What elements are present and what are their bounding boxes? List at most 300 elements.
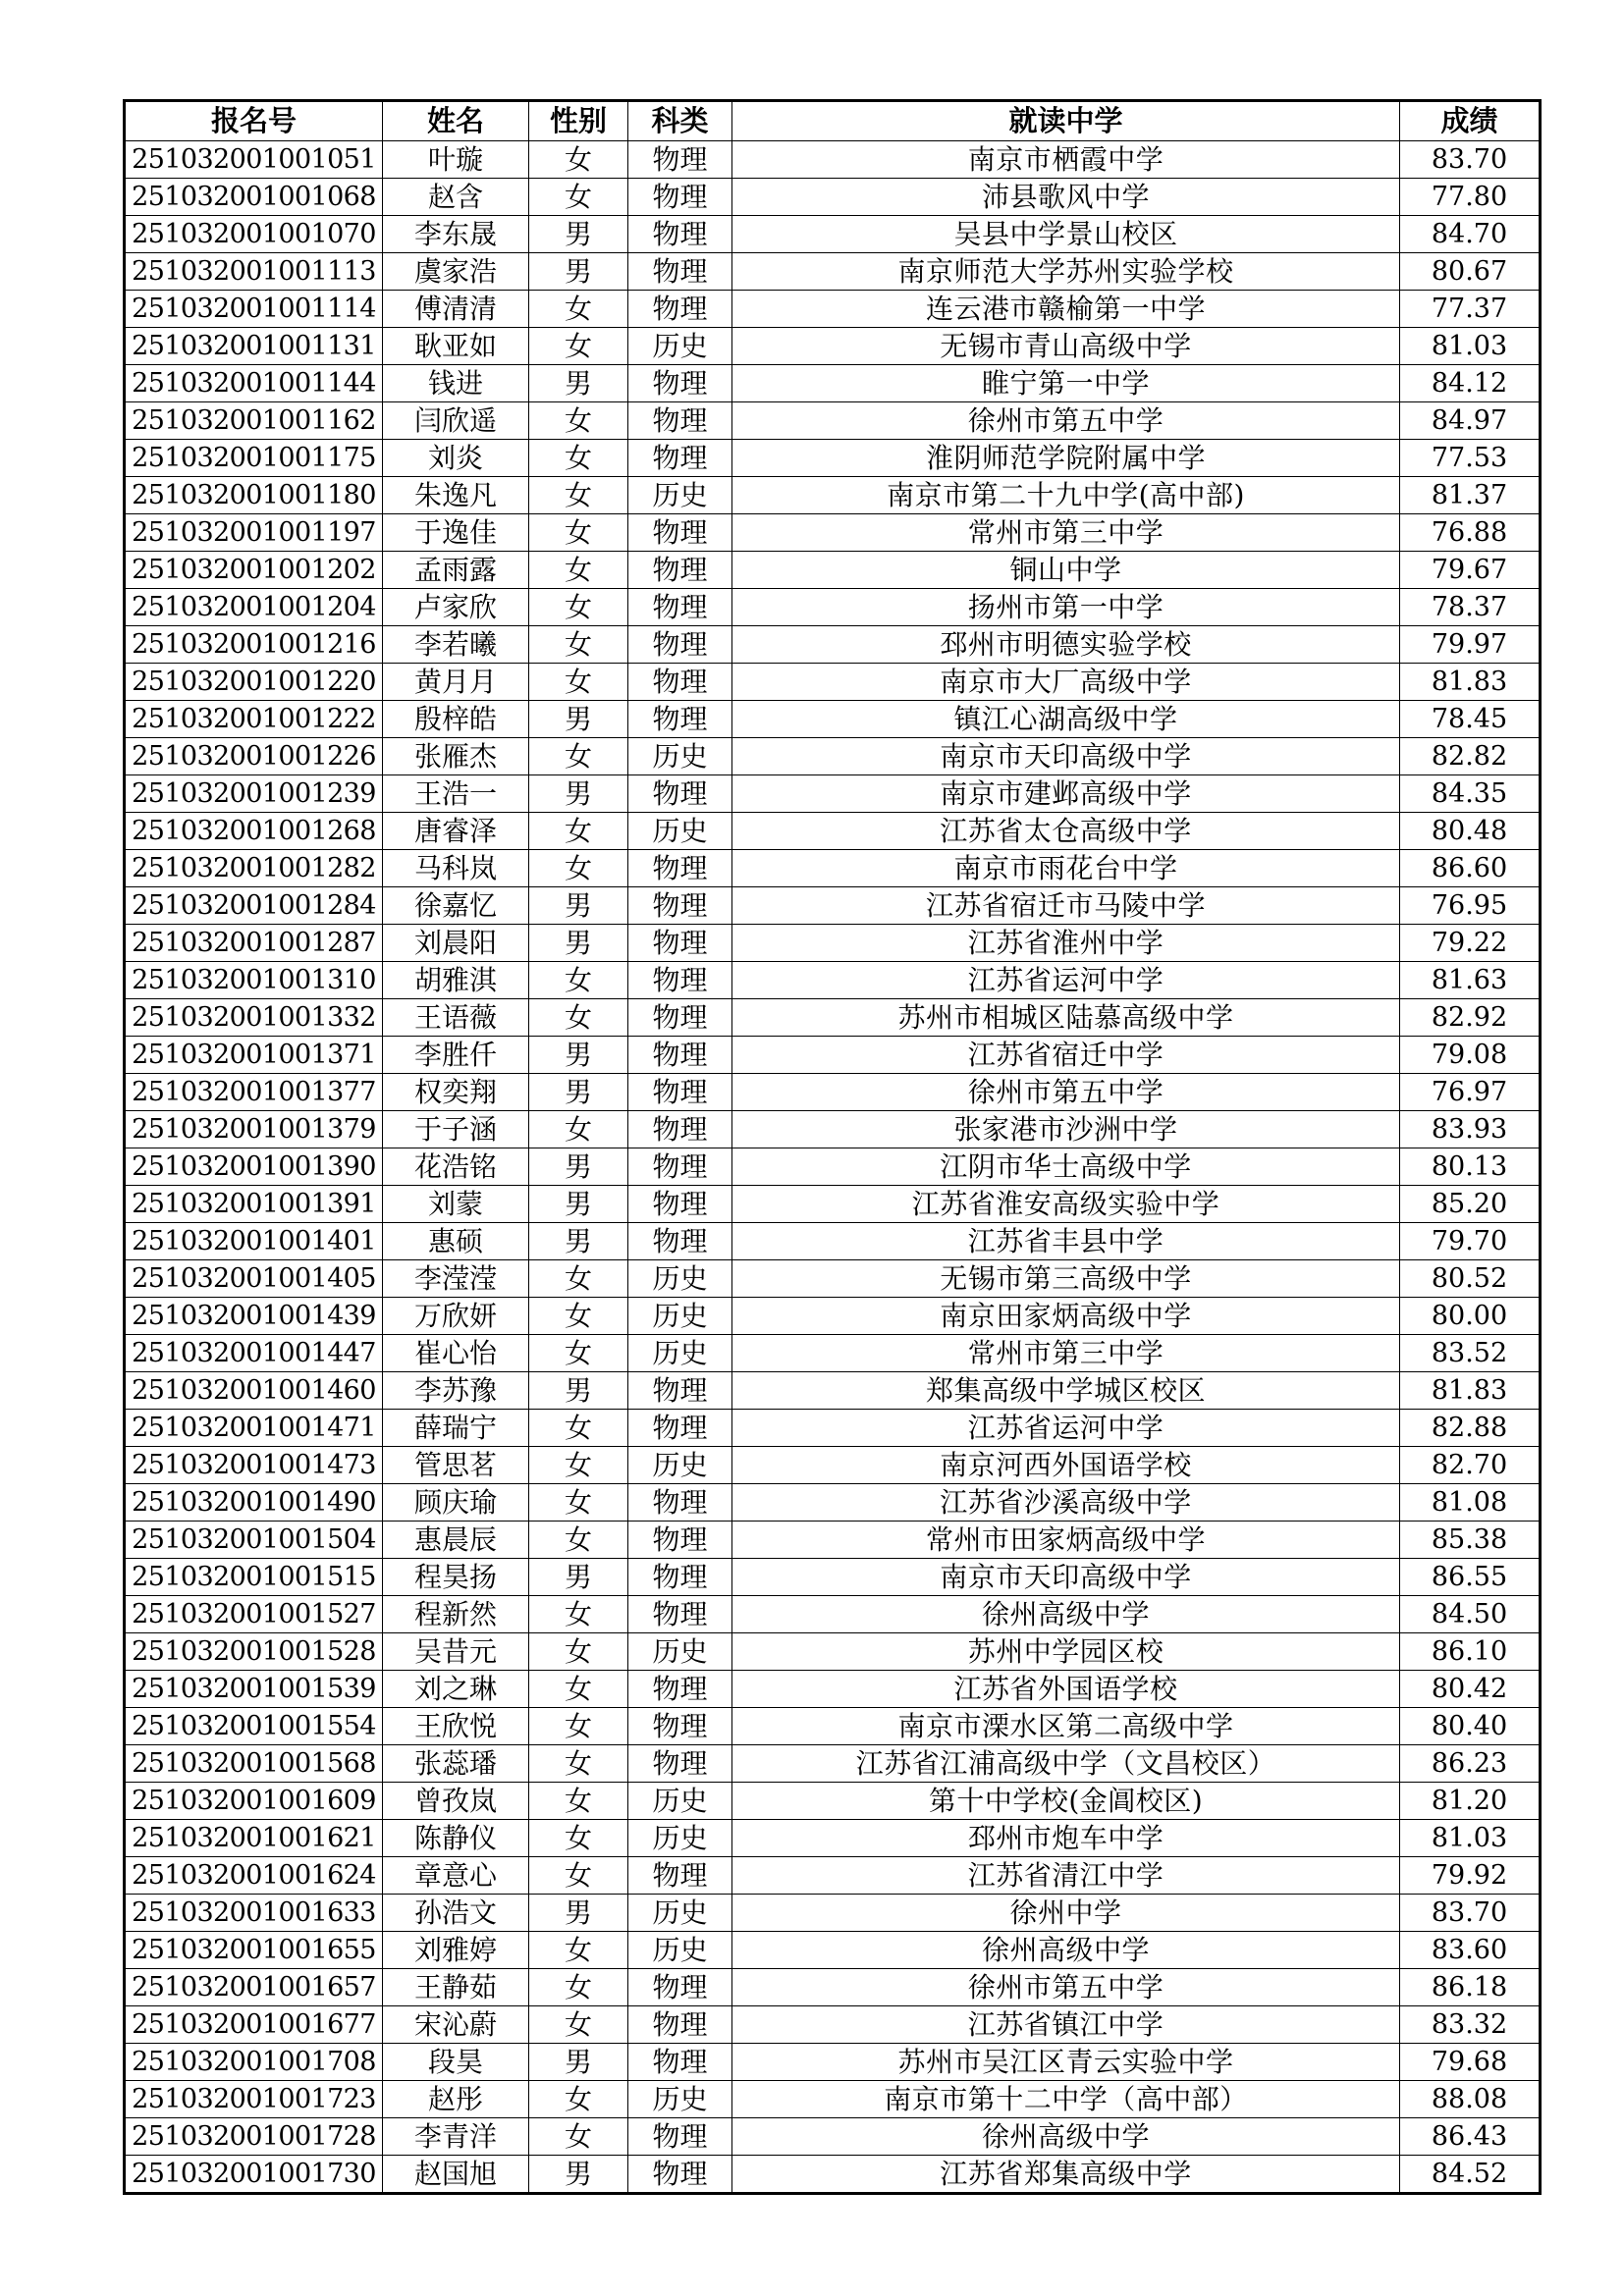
cell-high-school: 徐州市第五中学 — [732, 402, 1400, 440]
cell-high-school: 江苏省镇江中学 — [732, 2006, 1400, 2044]
cell-high-school: 镇江心湖高级中学 — [732, 701, 1400, 738]
table-row — [125, 1372, 1541, 1410]
cell-name: 曾孜岚 — [383, 1783, 529, 1820]
cell-gender: 男 — [529, 1186, 628, 1223]
cell-subject-track: 物理 — [628, 216, 732, 253]
cell-gender: 女 — [529, 514, 628, 552]
cell-score: 80.13 — [1400, 1148, 1541, 1186]
cell-name: 赵含 — [383, 179, 529, 216]
cell-high-school: 无锡市第三高级中学 — [732, 1260, 1400, 1298]
table-row — [125, 1969, 1541, 2006]
cell-high-school: 江苏省清江中学 — [732, 1857, 1400, 1895]
cell-name: 张蕊璠 — [383, 1745, 529, 1783]
table-row — [125, 328, 1541, 365]
cell-registration-number: 251032001001226 — [125, 738, 383, 775]
cell-name: 马科岚 — [383, 850, 529, 887]
cell-score: 83.70 — [1400, 141, 1541, 179]
cell-gender: 女 — [529, 589, 628, 626]
table-row — [125, 1335, 1541, 1372]
cell-name: 耿亚如 — [383, 328, 529, 365]
cell-name: 王欣悦 — [383, 1708, 529, 1745]
cell-subject-track: 物理 — [628, 2044, 732, 2081]
cell-name: 赵国旭 — [383, 2156, 529, 2194]
cell-high-school: 南京田家炳高级中学 — [732, 1298, 1400, 1335]
cell-gender: 女 — [529, 1447, 628, 1484]
cell-name: 张雁杰 — [383, 738, 529, 775]
cell-high-school: 张家港市沙洲中学 — [732, 1111, 1400, 1148]
cell-registration-number: 251032001001730 — [125, 2156, 383, 2194]
table-row — [125, 850, 1541, 887]
cell-registration-number: 251032001001131 — [125, 328, 383, 365]
cell-registration-number: 251032001001068 — [125, 179, 383, 216]
cell-score: 88.08 — [1400, 2081, 1541, 2118]
table-row — [125, 1596, 1541, 1633]
cell-gender: 女 — [529, 1260, 628, 1298]
cell-gender: 女 — [529, 440, 628, 477]
cell-score: 81.63 — [1400, 962, 1541, 999]
cell-high-school: 徐州中学 — [732, 1895, 1400, 1932]
cell-high-school: 南京市天印高级中学 — [732, 738, 1400, 775]
table-row — [125, 1223, 1541, 1260]
cell-subject-track: 历史 — [628, 1932, 732, 1969]
cell-score: 76.97 — [1400, 1074, 1541, 1111]
cell-name: 刘蒙 — [383, 1186, 529, 1223]
score-table — [123, 99, 1542, 2195]
cell-gender: 女 — [529, 477, 628, 514]
cell-name: 孙浩文 — [383, 1895, 529, 1932]
cell-subject-track: 历史 — [628, 738, 732, 775]
cell-registration-number: 251032001001284 — [125, 887, 383, 925]
cell-name: 薛瑞宁 — [383, 1410, 529, 1447]
cell-score: 79.22 — [1400, 925, 1541, 962]
cell-registration-number: 251032001001144 — [125, 365, 383, 402]
cell-subject-track: 物理 — [628, 402, 732, 440]
cell-name: 李胜仟 — [383, 1037, 529, 1074]
cell-subject-track: 物理 — [628, 1186, 732, 1223]
cell-gender: 男 — [529, 1037, 628, 1074]
cell-subject-track: 历史 — [628, 813, 732, 850]
cell-score: 80.48 — [1400, 813, 1541, 850]
cell-gender: 男 — [529, 775, 628, 813]
cell-name: 刘晨阳 — [383, 925, 529, 962]
cell-registration-number: 251032001001377 — [125, 1074, 383, 1111]
cell-registration-number: 251032001001202 — [125, 552, 383, 589]
cell-high-school: 南京河西外国语学校 — [732, 1447, 1400, 1484]
table-row — [125, 291, 1541, 328]
cell-high-school: 江苏省运河中学 — [732, 1410, 1400, 1447]
cell-high-school: 苏州中学园区校 — [732, 1633, 1400, 1671]
cell-score: 82.70 — [1400, 1447, 1541, 1484]
cell-high-school: 江苏省淮州中学 — [732, 925, 1400, 962]
table-row — [125, 1708, 1541, 1745]
cell-high-school: 南京市大厂高级中学 — [732, 664, 1400, 701]
table-row — [125, 701, 1541, 738]
cell-name: 惠硕 — [383, 1223, 529, 1260]
table-row — [125, 216, 1541, 253]
cell-gender: 女 — [529, 2118, 628, 2156]
cell-name: 惠晨辰 — [383, 1522, 529, 1559]
cell-registration-number: 251032001001490 — [125, 1484, 383, 1522]
cell-gender: 女 — [529, 850, 628, 887]
cell-high-school: 铜山中学 — [732, 552, 1400, 589]
table-row — [125, 440, 1541, 477]
table-row — [125, 141, 1541, 179]
cell-registration-number: 251032001001728 — [125, 2118, 383, 2156]
cell-subject-track: 历史 — [628, 1335, 732, 1372]
cell-registration-number: 251032001001655 — [125, 1932, 383, 1969]
cell-name: 刘炎 — [383, 440, 529, 477]
cell-high-school: 江苏省丰县中学 — [732, 1223, 1400, 1260]
cell-high-school: 南京市第二十九中学(高中部) — [732, 477, 1400, 514]
cell-subject-track: 物理 — [628, 2156, 732, 2194]
cell-score: 85.38 — [1400, 1522, 1541, 1559]
cell-name: 李青洋 — [383, 2118, 529, 2156]
cell-gender: 女 — [529, 1335, 628, 1372]
cell-high-school: 连云港市赣榆第一中学 — [732, 291, 1400, 328]
cell-score: 79.68 — [1400, 2044, 1541, 2081]
cell-name: 于子涵 — [383, 1111, 529, 1148]
table-row — [125, 2044, 1541, 2081]
cell-registration-number: 251032001001621 — [125, 1820, 383, 1857]
table-row — [125, 1633, 1541, 1671]
cell-score: 86.10 — [1400, 1633, 1541, 1671]
cell-subject-track: 物理 — [628, 1372, 732, 1410]
header-high-school: 就读中学 — [732, 101, 1400, 141]
cell-high-school: 徐州高级中学 — [732, 2118, 1400, 2156]
cell-gender: 女 — [529, 1708, 628, 1745]
cell-gender: 男 — [529, 887, 628, 925]
cell-high-school: 徐州市第五中学 — [732, 1969, 1400, 2006]
cell-subject-track: 物理 — [628, 179, 732, 216]
cell-high-school: 徐州市第五中学 — [732, 1074, 1400, 1111]
table-row — [125, 738, 1541, 775]
table-row — [125, 2156, 1541, 2194]
cell-gender: 女 — [529, 1298, 628, 1335]
cell-high-school: 江苏省郑集高级中学 — [732, 2156, 1400, 2194]
cell-score: 84.12 — [1400, 365, 1541, 402]
cell-name: 章意心 — [383, 1857, 529, 1895]
cell-high-school: 邳州市炮车中学 — [732, 1820, 1400, 1857]
table-row — [125, 813, 1541, 850]
cell-gender: 女 — [529, 1932, 628, 1969]
cell-high-school: 南京师范大学苏州实验学校 — [732, 253, 1400, 291]
cell-gender: 女 — [529, 291, 628, 328]
cell-score: 81.20 — [1400, 1783, 1541, 1820]
cell-score: 84.35 — [1400, 775, 1541, 813]
cell-score: 83.60 — [1400, 1932, 1541, 1969]
cell-score: 79.97 — [1400, 626, 1541, 664]
cell-name: 唐睿泽 — [383, 813, 529, 850]
table-row — [125, 589, 1541, 626]
cell-high-school: 常州市田家炳高级中学 — [732, 1522, 1400, 1559]
cell-gender: 男 — [529, 1074, 628, 1111]
cell-gender: 女 — [529, 1111, 628, 1148]
header-row — [125, 101, 1541, 141]
cell-score: 81.83 — [1400, 1372, 1541, 1410]
cell-subject-track: 物理 — [628, 701, 732, 738]
cell-subject-track: 历史 — [628, 1820, 732, 1857]
cell-registration-number: 251032001001390 — [125, 1148, 383, 1186]
cell-name: 殷梓皓 — [383, 701, 529, 738]
cell-score: 76.88 — [1400, 514, 1541, 552]
cell-subject-track: 物理 — [628, 1484, 732, 1522]
cell-name: 花浩铭 — [383, 1148, 529, 1186]
cell-subject-track: 物理 — [628, 1111, 732, 1148]
cell-gender: 女 — [529, 738, 628, 775]
cell-score: 86.18 — [1400, 1969, 1541, 2006]
table-row — [125, 1559, 1541, 1596]
cell-registration-number: 251032001001220 — [125, 664, 383, 701]
cell-subject-track: 历史 — [628, 2081, 732, 2118]
cell-score: 83.93 — [1400, 1111, 1541, 1148]
cell-subject-track: 历史 — [628, 1783, 732, 1820]
cell-subject-track: 物理 — [628, 850, 732, 887]
table-row — [125, 1857, 1541, 1895]
cell-registration-number: 251032001001282 — [125, 850, 383, 887]
table-row — [125, 664, 1541, 701]
cell-subject-track: 物理 — [628, 1522, 732, 1559]
cell-gender: 男 — [529, 365, 628, 402]
cell-name: 宋沁蔚 — [383, 2006, 529, 2044]
cell-subject-track: 物理 — [628, 141, 732, 179]
cell-score: 81.03 — [1400, 1820, 1541, 1857]
cell-score: 84.52 — [1400, 2156, 1541, 2194]
cell-gender: 男 — [529, 2044, 628, 2081]
cell-score: 80.52 — [1400, 1260, 1541, 1298]
cell-registration-number: 251032001001401 — [125, 1223, 383, 1260]
cell-name: 于逸佳 — [383, 514, 529, 552]
cell-subject-track: 历史 — [628, 1447, 732, 1484]
cell-name: 管思茗 — [383, 1447, 529, 1484]
cell-score: 82.82 — [1400, 738, 1541, 775]
cell-score: 86.23 — [1400, 1745, 1541, 1783]
cell-registration-number: 251032001001391 — [125, 1186, 383, 1223]
table-row — [125, 1895, 1541, 1932]
cell-score: 81.08 — [1400, 1484, 1541, 1522]
cell-name: 虞家浩 — [383, 253, 529, 291]
cell-score: 79.92 — [1400, 1857, 1541, 1895]
cell-subject-track: 物理 — [628, 887, 732, 925]
cell-registration-number: 251032001001657 — [125, 1969, 383, 2006]
cell-score: 79.70 — [1400, 1223, 1541, 1260]
cell-subject-track: 物理 — [628, 1708, 732, 1745]
table-row — [125, 962, 1541, 999]
cell-subject-track: 物理 — [628, 291, 732, 328]
table-row — [125, 1260, 1541, 1298]
table-row — [125, 775, 1541, 813]
table-row — [125, 1522, 1541, 1559]
cell-high-school: 郑集高级中学城区校区 — [732, 1372, 1400, 1410]
cell-high-school: 南京市溧水区第二高级中学 — [732, 1708, 1400, 1745]
table-row — [125, 1820, 1541, 1857]
cell-gender: 男 — [529, 2156, 628, 2194]
cell-score: 81.37 — [1400, 477, 1541, 514]
cell-name: 权奕翔 — [383, 1074, 529, 1111]
cell-high-school: 吴县中学景山校区 — [732, 216, 1400, 253]
cell-high-school: 江阴市华士高级中学 — [732, 1148, 1400, 1186]
cell-name: 万欣妍 — [383, 1298, 529, 1335]
cell-gender: 女 — [529, 1783, 628, 1820]
cell-registration-number: 251032001001162 — [125, 402, 383, 440]
cell-score: 77.53 — [1400, 440, 1541, 477]
cell-subject-track: 历史 — [628, 1633, 732, 1671]
cell-score: 78.37 — [1400, 589, 1541, 626]
cell-gender: 男 — [529, 701, 628, 738]
cell-name: 程昊扬 — [383, 1559, 529, 1596]
cell-registration-number: 251032001001677 — [125, 2006, 383, 2044]
cell-high-school: 邳州市明德实验学校 — [732, 626, 1400, 664]
cell-high-school: 睢宁第一中学 — [732, 365, 1400, 402]
cell-registration-number: 251032001001723 — [125, 2081, 383, 2118]
cell-gender: 女 — [529, 1745, 628, 1783]
header-gender: 性别 — [529, 101, 628, 141]
cell-registration-number: 251032001001332 — [125, 999, 383, 1037]
cell-gender: 女 — [529, 813, 628, 850]
cell-score: 78.45 — [1400, 701, 1541, 738]
cell-score: 77.80 — [1400, 179, 1541, 216]
cell-registration-number: 251032001001405 — [125, 1260, 383, 1298]
cell-score: 79.08 — [1400, 1037, 1541, 1074]
cell-gender: 女 — [529, 402, 628, 440]
cell-gender: 女 — [529, 1820, 628, 1857]
cell-score: 83.32 — [1400, 2006, 1541, 2044]
cell-registration-number: 251032001001222 — [125, 701, 383, 738]
cell-high-school: 江苏省沙溪高级中学 — [732, 1484, 1400, 1522]
table-row — [125, 2118, 1541, 2156]
cell-name: 卢家欣 — [383, 589, 529, 626]
cell-gender: 男 — [529, 1148, 628, 1186]
header-registration-number: 报名号 — [125, 101, 383, 141]
table-row — [125, 1484, 1541, 1522]
table-row — [125, 552, 1541, 589]
cell-subject-track: 物理 — [628, 589, 732, 626]
cell-score: 84.70 — [1400, 216, 1541, 253]
cell-gender: 女 — [529, 1484, 628, 1522]
cell-score: 81.03 — [1400, 328, 1541, 365]
cell-registration-number: 251032001001515 — [125, 1559, 383, 1596]
cell-subject-track: 物理 — [628, 1410, 732, 1447]
cell-high-school: 南京市栖霞中学 — [732, 141, 1400, 179]
table-row — [125, 1745, 1541, 1783]
cell-gender: 女 — [529, 664, 628, 701]
table-row — [125, 999, 1541, 1037]
cell-registration-number: 251032001001609 — [125, 1783, 383, 1820]
cell-name: 程新然 — [383, 1596, 529, 1633]
cell-subject-track: 物理 — [628, 1037, 732, 1074]
cell-subject-track: 物理 — [628, 365, 732, 402]
cell-name: 崔心怡 — [383, 1335, 529, 1372]
cell-registration-number: 251032001001527 — [125, 1596, 383, 1633]
cell-gender: 男 — [529, 253, 628, 291]
cell-subject-track: 物理 — [628, 253, 732, 291]
cell-gender: 女 — [529, 2081, 628, 2118]
cell-gender: 女 — [529, 552, 628, 589]
cell-score: 83.52 — [1400, 1335, 1541, 1372]
cell-subject-track: 物理 — [628, 1074, 732, 1111]
header-subject-track: 科类 — [628, 101, 732, 141]
cell-subject-track: 物理 — [628, 1148, 732, 1186]
cell-gender: 男 — [529, 216, 628, 253]
cell-high-school: 南京市建邺高级中学 — [732, 775, 1400, 813]
cell-gender: 女 — [529, 626, 628, 664]
table-row — [125, 2006, 1541, 2044]
cell-name: 胡雅淇 — [383, 962, 529, 999]
cell-score: 77.37 — [1400, 291, 1541, 328]
cell-name: 黄月月 — [383, 664, 529, 701]
table-row — [125, 514, 1541, 552]
table-header — [125, 101, 1541, 141]
cell-registration-number: 251032001001708 — [125, 2044, 383, 2081]
table-row — [125, 1447, 1541, 1484]
cell-name: 李苏豫 — [383, 1372, 529, 1410]
cell-subject-track: 历史 — [628, 1895, 732, 1932]
cell-registration-number: 251032001001268 — [125, 813, 383, 850]
table-row — [125, 1671, 1541, 1708]
cell-score: 86.55 — [1400, 1559, 1541, 1596]
cell-registration-number: 251032001001216 — [125, 626, 383, 664]
cell-subject-track: 物理 — [628, 514, 732, 552]
cell-high-school: 无锡市青山高级中学 — [732, 328, 1400, 365]
cell-high-school: 淮阴师范学院附属中学 — [732, 440, 1400, 477]
cell-high-school: 扬州市第一中学 — [732, 589, 1400, 626]
table-row — [125, 1932, 1541, 1969]
cell-registration-number: 251032001001528 — [125, 1633, 383, 1671]
cell-high-school: 南京市第十二中学（高中部） — [732, 2081, 1400, 2118]
cell-registration-number: 251032001001554 — [125, 1708, 383, 1745]
cell-registration-number: 251032001001460 — [125, 1372, 383, 1410]
cell-high-school: 苏州市相城区陆慕高级中学 — [732, 999, 1400, 1037]
cell-gender: 女 — [529, 1596, 628, 1633]
cell-subject-track: 物理 — [628, 1596, 732, 1633]
cell-subject-track: 物理 — [628, 664, 732, 701]
cell-score: 80.42 — [1400, 1671, 1541, 1708]
cell-registration-number: 251032001001310 — [125, 962, 383, 999]
cell-registration-number: 251032001001175 — [125, 440, 383, 477]
cell-name: 王语薇 — [383, 999, 529, 1037]
cell-registration-number: 251032001001204 — [125, 589, 383, 626]
cell-subject-track: 历史 — [628, 477, 732, 514]
cell-name: 刘之琳 — [383, 1671, 529, 1708]
table-row — [125, 1298, 1541, 1335]
cell-subject-track: 物理 — [628, 775, 732, 813]
cell-subject-track: 物理 — [628, 1857, 732, 1895]
cell-registration-number: 251032001001633 — [125, 1895, 383, 1932]
cell-name: 朱逸凡 — [383, 477, 529, 514]
cell-name: 刘雅婷 — [383, 1932, 529, 1969]
cell-high-school: 江苏省太仓高级中学 — [732, 813, 1400, 850]
cell-name: 傅清清 — [383, 291, 529, 328]
cell-registration-number: 251032001001624 — [125, 1857, 383, 1895]
cell-registration-number: 251032001001447 — [125, 1335, 383, 1372]
table-row — [125, 1037, 1541, 1074]
cell-subject-track: 物理 — [628, 1223, 732, 1260]
table-row — [125, 253, 1541, 291]
cell-registration-number: 251032001001539 — [125, 1671, 383, 1708]
cell-name: 赵彤 — [383, 2081, 529, 2118]
cell-name: 李东晟 — [383, 216, 529, 253]
cell-high-school: 江苏省淮安高级实验中学 — [732, 1186, 1400, 1223]
cell-high-school: 常州市第三中学 — [732, 514, 1400, 552]
table-row — [125, 402, 1541, 440]
cell-gender: 男 — [529, 1223, 628, 1260]
table-row — [125, 365, 1541, 402]
cell-subject-track: 历史 — [628, 328, 732, 365]
cell-name: 吴昔元 — [383, 1633, 529, 1671]
table-row — [125, 1410, 1541, 1447]
cell-subject-track: 历史 — [628, 1260, 732, 1298]
table-row — [125, 626, 1541, 664]
cell-registration-number: 251032001001070 — [125, 216, 383, 253]
